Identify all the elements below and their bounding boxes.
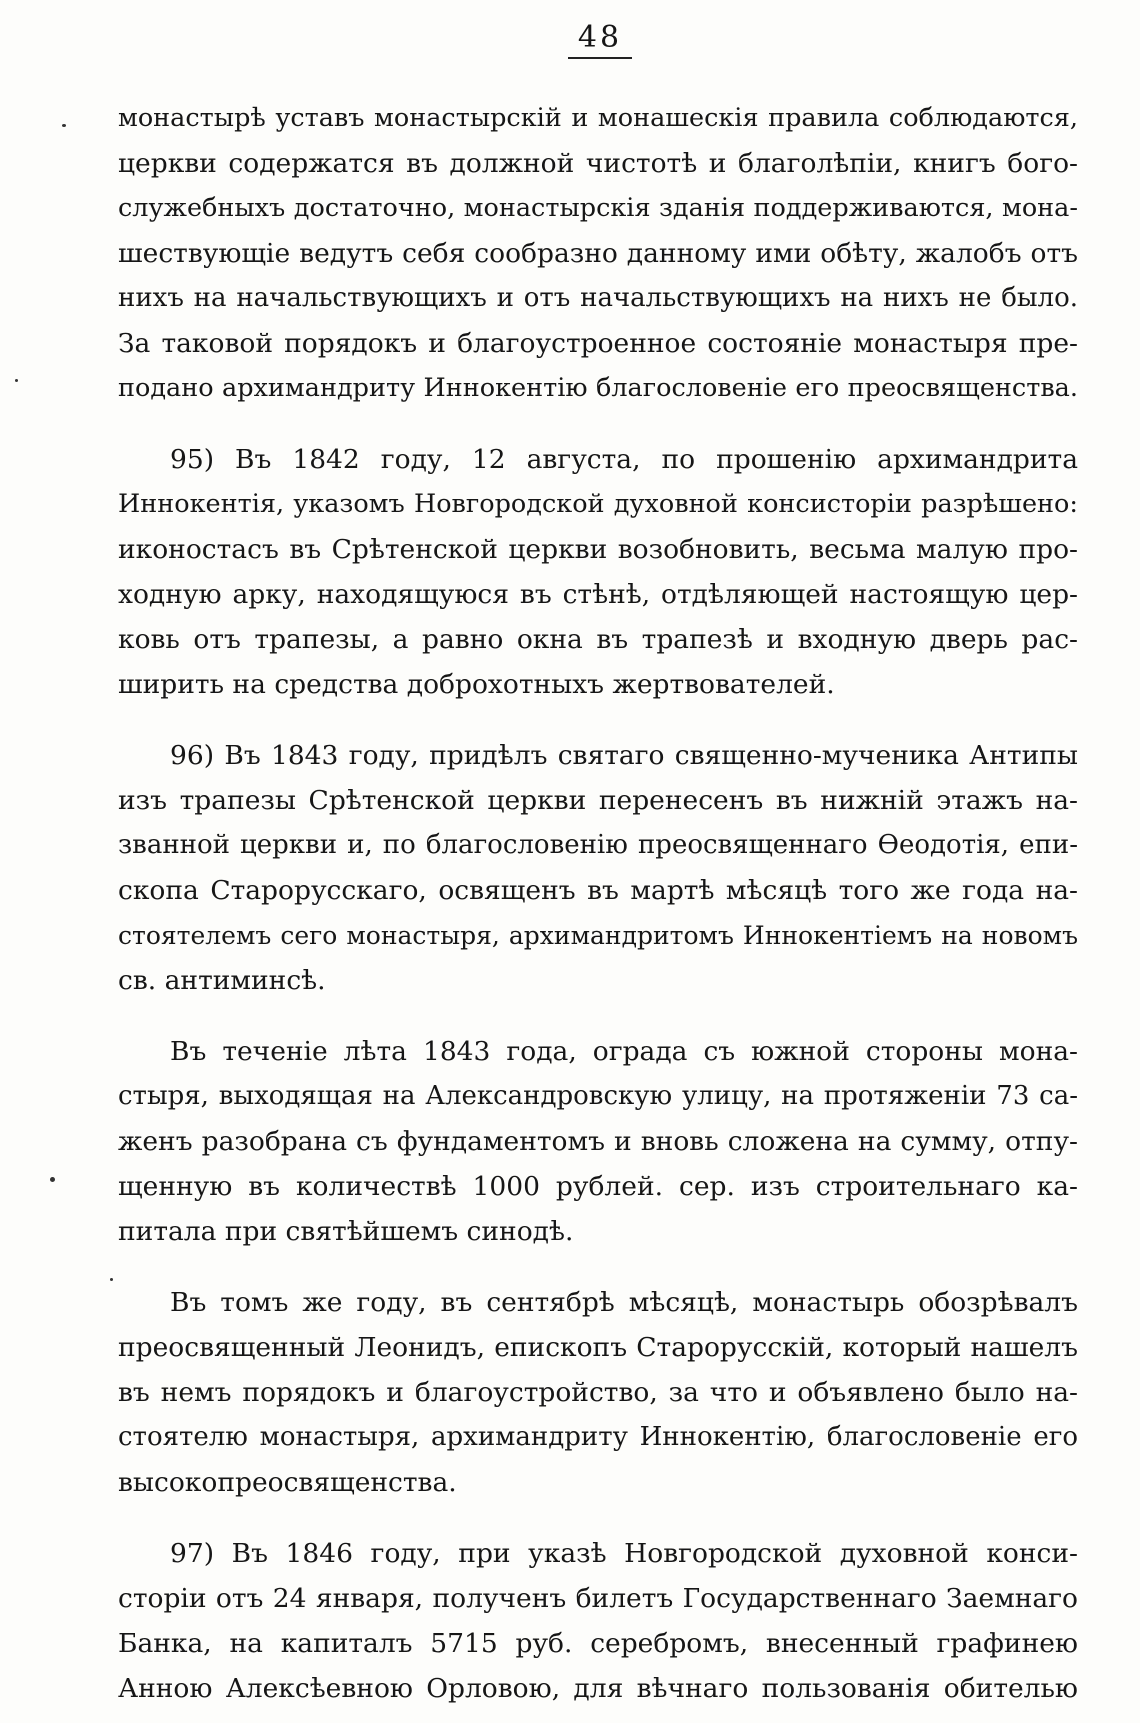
text-line: стыря, выходящая на Александровскую улицу, на протяженіи 73 са- <box>118 1081 1078 1111</box>
text-line: нихъ на начальствующихъ и отъ начальствующихъ на нихъ не было. <box>118 283 1078 313</box>
page-number <box>30 20 1140 59</box>
text-line: Въ томъ же году, въ сентябрѣ мѣсяцѣ, монастырь обозрѣвалъ <box>170 1287 1078 1318</box>
text-line: питала при святѣйшемъ синодѣ. <box>118 1216 574 1247</box>
text-line: изъ трапезы Срѣтенской церкви перенесенъ въ нижній этажъ на- <box>118 785 1078 816</box>
paragraph-inspection <box>118 1280 1078 1505</box>
paragraph <box>118 96 1078 411</box>
text-line: ходную арку, находящуюся въ стѣнѣ, отдѣляющей настоящую цер- <box>118 579 1078 610</box>
text-line: ковь отъ трапезы, а равно окна въ трапезѣ и входную дверь рас- <box>118 624 1078 655</box>
text-line: высокопреосвященства. <box>118 1467 457 1498</box>
text-line: щенную въ количествѣ 1000 рублей. сер. изъ строительнаго ка- <box>118 1171 1078 1202</box>
text-line: св. антиминсѣ. <box>118 965 326 996</box>
text-line: подано архимандриту Иннокентію благословеніе его преосвященства. <box>118 373 1078 403</box>
text-line: служебныхъ достаточно, монастырскія зданія поддерживаются, мона- <box>118 193 1078 223</box>
body-text <box>118 96 1078 1711</box>
text-line: 96) Въ 1843 году, придѣлъ святаго священно-мученика Антипы <box>170 740 1078 771</box>
text-line: За таковой порядокъ и благоустроенное состояніе монастыря пре- <box>118 328 1078 359</box>
text-line: ширить на средства доброхотныхъ жертвователей. <box>118 669 835 700</box>
text-line: стоятелемъ сего монастыря, архимандритомъ Иннокентіемъ на новомъ <box>118 921 1078 950</box>
paragraph-item-97 <box>118 1531 1078 1711</box>
text-line: скопа Старорусскаго, освященъ въ мартѣ мѣсяцѣ того же года на- <box>118 875 1078 906</box>
margin-speck <box>62 124 66 127</box>
text-line: церкви содержатся въ должной чистотѣ и благолѣпіи, книгъ бого- <box>118 148 1078 179</box>
paragraph-item-96 <box>118 733 1078 1003</box>
paragraph-item-95 <box>118 437 1078 707</box>
text-line: шествующіе ведутъ себя сообразно данному ими обѣту, жалобъ отъ <box>118 238 1078 269</box>
text-line: Банка, на капиталъ 5715 руб. серебромъ, внесенный графинею <box>118 1628 1078 1659</box>
text-line: монастырѣ уставъ монастырскій и монашескія правила соблюдаются, <box>118 103 1078 133</box>
text-line: Иннокентія, указомъ Новгородской духовной консисторіи разрѣшено: <box>118 489 1078 519</box>
page-number-text: 48 <box>568 20 632 59</box>
text-line: иконостасъ въ Срѣтенской церкви возобновить, весьма малую про- <box>118 534 1078 565</box>
text-line: преосвященный Леонидъ, епископъ Старорусскій, который нашелъ <box>118 1332 1078 1363</box>
text-line: въ немъ порядокъ и благоустройство, за что и объявлено было на- <box>118 1377 1078 1408</box>
text-line: сторіи отъ 24 января, полученъ билетъ Государственнаго Заемнаго <box>118 1583 1078 1614</box>
paragraph-fence-1843 <box>118 1029 1078 1254</box>
text-line: Въ теченіе лѣта 1843 года, ограда съ южной стороны мона- <box>170 1036 1078 1067</box>
margin-speck <box>15 379 18 382</box>
text-line: званной церкви и, по благословенію преосвященнаго Ѳеодотія, епи- <box>118 830 1078 860</box>
text-line: Анною Алексѣевною Орловою, для вѣчнаго пользованія обителью <box>118 1673 1078 1704</box>
text-line: женъ разобрана съ фундаментомъ и вновь сложена на сумму, отпу- <box>118 1126 1078 1157</box>
text-line: стоятелю монастыря, архимандриту Иннокентію, благословеніе его <box>118 1422 1078 1452</box>
margin-speck <box>110 1278 113 1281</box>
margin-speck <box>50 1177 55 1182</box>
text-line: 95) Въ 1842 году, 12 августа, по прошенію архимандрита <box>170 444 1078 475</box>
text-line: 97) Въ 1846 году, при указѣ Новгородской духовной конси- <box>170 1538 1078 1569</box>
